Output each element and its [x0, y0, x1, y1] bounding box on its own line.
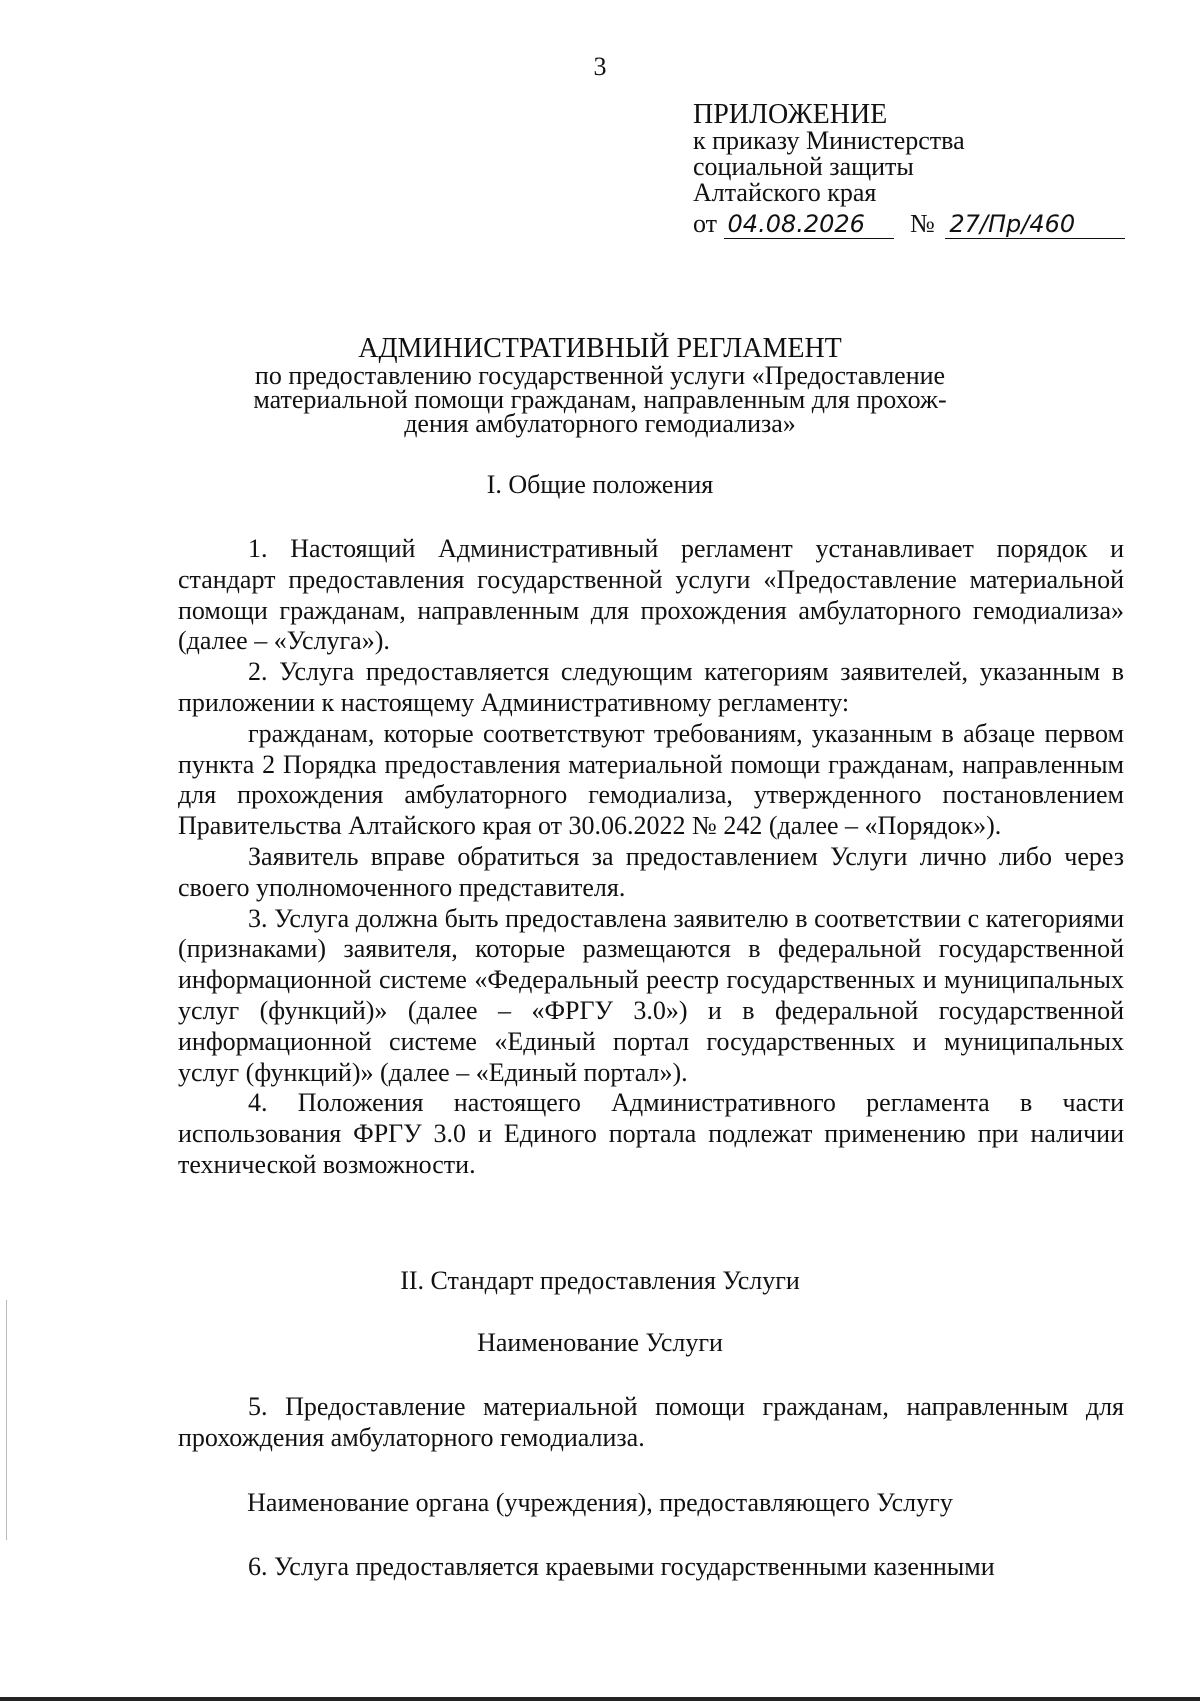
section-body	[178, 1392, 1124, 1454]
paragraph: 3. Услуга должна быть предоставлена заявителю в соответствии с категориями (признаками) заявителя, которые размещаются в федеральной государственной информационной системе «Федеральный реестр государственных и муниципальных услуг (функций)» (далее – «ФРГУ 3.0») и в федеральной государственной информационной системе «Единый портал государственных и муниципальных услуг (функций)» (далее – «Единый портал»).	[178, 903, 1124, 1087]
document-subtitle-line: дения амбулаторного гемодиализа»	[404, 409, 796, 438]
section-heading: II. Стандарт предоставления Услуги	[400, 1266, 800, 1295]
number-prefix: №	[910, 209, 935, 238]
paragraph: 2. Услуга предоставляется следующим категориям заявителей, указанным в приложении к настоящему Административному регламенту:	[178, 657, 1124, 717]
document-title: АДМИНИСТРАТИВНЫЙ РЕГЛАМЕНТ	[358, 333, 842, 364]
paragraph: 6. Услуга предоставляется краевыми государственными казенными	[248, 1552, 995, 1581]
paragraph: Заявитель вправе обратиться за предоставлением Услуги лично либо через своего уполномоченного представителя.	[178, 841, 1124, 902]
document-subtitle-line: по предоставлению государственной услуги «Предоставление	[254, 361, 946, 390]
annex-date-number-line	[693, 210, 1125, 239]
document-subtitle-line: материальной помощи гражданам, направленным для прохож-	[253, 385, 947, 414]
section-body	[178, 1552, 1124, 1583]
handwritten-number: 27/Пр/460	[945, 210, 1125, 239]
document-title-block	[0, 334, 1200, 436]
paragraph: гражданам, которые соответствуют требованиям, указанным в абзаце первом пункта 2 Порядка предоставления материальной помощи гражданам, направленным для прохождения амбулаторного гемодиализа, утвержденного постановлением Правительства Алтайского края от 30.06.2022 № 242 (далее – «Порядок»).	[178, 718, 1124, 841]
paragraph: 5. Предоставление материальной помощи гражданам, направленным для прохождения амбулаторного гемодиализа.	[178, 1392, 1124, 1452]
scan-edge-mark	[6, 1300, 7, 1540]
subsection-heading: Наименование органа (учреждения), предоставляющего Услугу	[247, 1488, 953, 1517]
page-bottom-rule	[0, 1697, 1200, 1701]
section-body	[178, 534, 1124, 1181]
annex-title: ПРИЛОЖЕНИЕ	[693, 99, 888, 130]
page-number: 3	[593, 52, 607, 81]
annex-line: к приказу Министерства	[693, 126, 965, 155]
handwritten-date: 04.08.2026	[724, 210, 894, 239]
annex-block	[693, 99, 1125, 239]
paragraph: 4. Положения настоящего Административного регламента в части использования ФРГУ 3.0 и Единого портала подлежат применению при наличии технической возможности.	[178, 1088, 1124, 1179]
annex-line: Алтайского края	[693, 178, 877, 207]
subsection-heading: Наименование Услуги	[477, 1328, 723, 1357]
paragraph: 1. Настоящий Административный регламент устанавливает порядок и стандарт предоставления государственной услуги «Предоставление материальной помощи гражданам, направленным для прохождения амбулаторного гемодиализа» (далее – «Услуга»).	[178, 534, 1124, 656]
annex-line: социальной защиты	[693, 152, 914, 181]
section-heading: I. Общие положения	[486, 470, 714, 499]
date-prefix: от	[693, 209, 718, 238]
